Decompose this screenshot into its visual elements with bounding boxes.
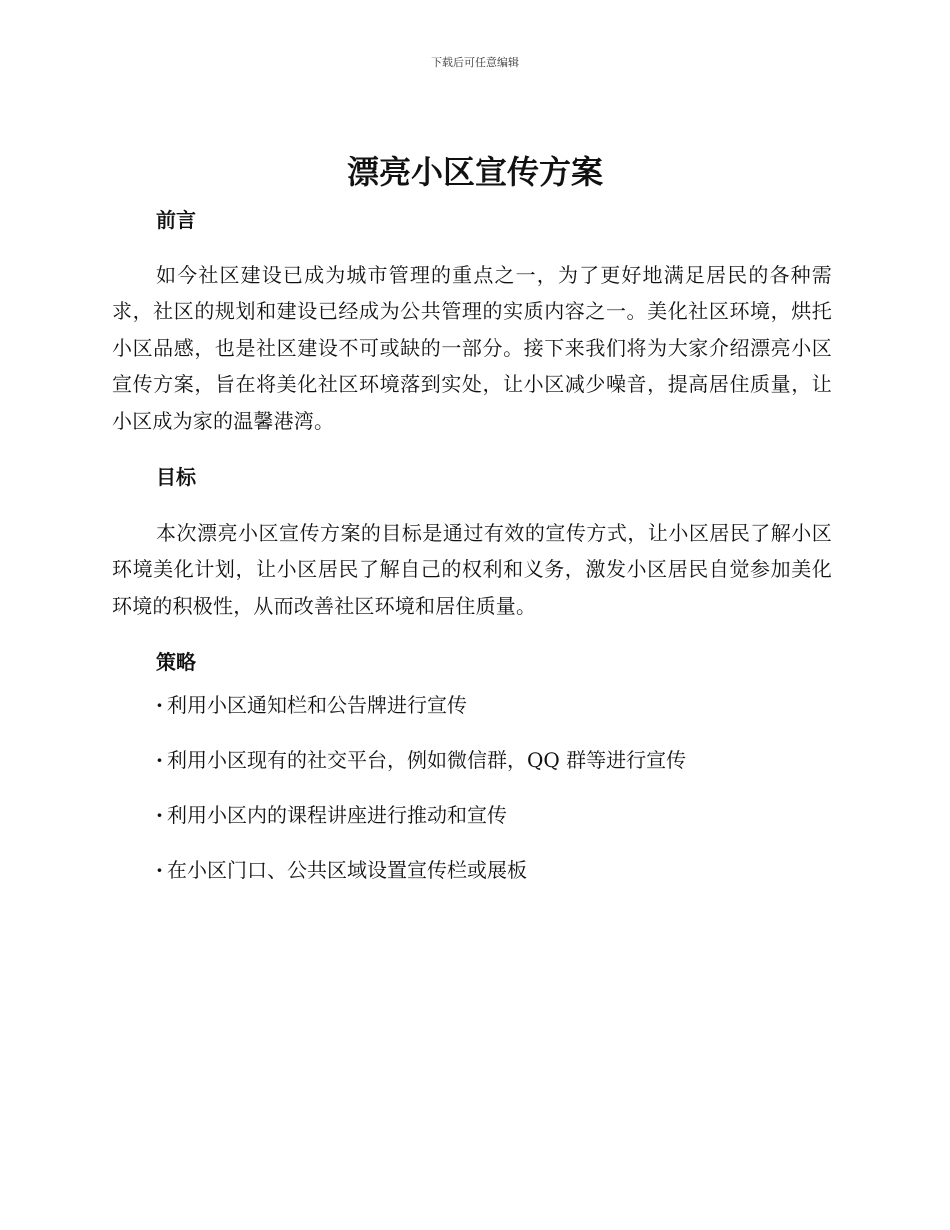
section-heading-strategy: 策略 bbox=[156, 650, 196, 675]
goal-paragraph: 本次漂亮小区宣传方案的目标是通过有效的宣传方式，让小区居民了解小区环境美化计划，让小区居民了解自己的权利和义务，激发小区居民自觉参加美化环境的积极性，从而改善社区环境和居住质量。 bbox=[112, 521, 832, 618]
document-body bbox=[112, 204, 832, 910]
bullet-icon: · bbox=[156, 693, 163, 718]
section-goal bbox=[112, 461, 832, 624]
strategy-list bbox=[156, 690, 832, 885]
preface-paragraph: 如今社区建设已成为城市管理的重点之一，为了更好地满足居民的各种需求，社区的规划和建设已经成为公共管理的实质内容之一。美化社区环境，烘托小区品感，也是社区建设不可或缺的一部分。接下来我们将为大家介绍漂亮小区宣传方案，旨在将美化社区环境落到实处，让小区减少噪音，提高居住质量，让小区成为家的温馨港湾。 bbox=[112, 263, 832, 433]
document-title: 漂亮小区宣传方案 bbox=[346, 153, 603, 191]
list-item bbox=[156, 855, 832, 885]
section-strategy bbox=[112, 646, 832, 885]
section-heading-goal: 目标 bbox=[156, 465, 196, 490]
list-item bbox=[156, 690, 832, 720]
bullet-icon: · bbox=[156, 803, 163, 828]
list-item-text: 利用小区内的课程讲座进行推动和宣传 bbox=[167, 803, 507, 828]
section-preface bbox=[112, 204, 832, 439]
list-item bbox=[156, 800, 832, 830]
bullet-icon: · bbox=[156, 748, 163, 773]
header-note: 下载后可任意编辑 bbox=[431, 56, 519, 69]
bullet-icon: · bbox=[156, 858, 163, 883]
list-item-text: 利用小区现有的社交平台，例如微信群，QQ 群等进行宣传 bbox=[167, 748, 687, 773]
list-item-text: 利用小区通知栏和公告牌进行宣传 bbox=[167, 693, 467, 718]
section-heading-preface: 前言 bbox=[156, 208, 196, 232]
list-item bbox=[156, 745, 832, 775]
list-item-text: 在小区门口、公共区域设置宣传栏或展板 bbox=[167, 858, 527, 883]
